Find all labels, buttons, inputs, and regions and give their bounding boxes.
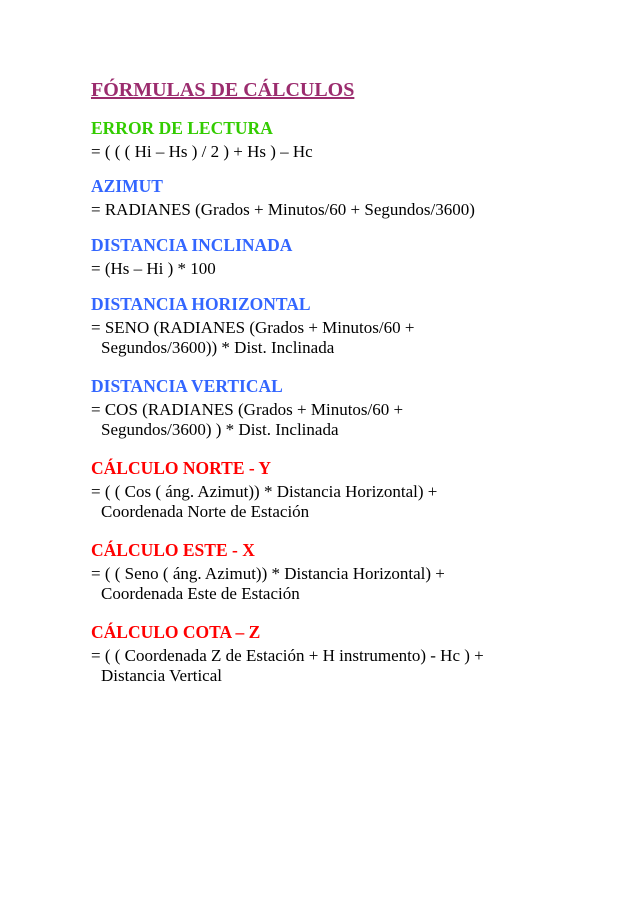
section-heading: AZIMUT [91,176,163,196]
formula-line-continuation: Segundos/3600)) * Dist. Inclinada [101,338,335,357]
section-formula [91,142,621,162]
section-formula [91,646,621,686]
formula-line: = RADIANES (Grados + Minutos/60 + Segundos/3600) [91,200,475,219]
document-title: FÓRMULAS DE CÁLCULOS [91,79,355,101]
section-heading: ERROR DE LECTURA [91,118,273,138]
formula-line: = SENO (RADIANES (Grados + Minutos/60 + [91,318,415,337]
formula-line: = COS (RADIANES (Grados + Minutos/60 + [91,400,404,419]
section-heading: CÁLCULO COTA – Z [91,622,261,642]
section-distancia-horizontal [91,294,621,358]
formula-line: = ( ( Cos ( áng. Azimut)) * Distancia Horizontal) + [91,482,438,501]
formula-line-continuation: Distancia Vertical [101,666,223,685]
section-azimut [91,176,621,220]
section-distancia-vertical [91,376,621,440]
formula-line: = ( ( Seno ( áng. Azimut)) * Distancia Horizontal) + [91,564,445,583]
formula-line: = ( ( Coordenada Z de Estación + H instrumento) - Hc ) + [91,646,484,665]
section-error-de-lectura [91,118,621,162]
section-calculo-norte [91,458,621,522]
formula-line: = ( ( ( Hi – Hs ) / 2 ) + Hs ) – Hc [91,142,313,161]
section-heading: DISTANCIA VERTICAL [91,376,283,396]
section-calculo-este [91,540,621,604]
section-formula [91,259,621,279]
formula-line-continuation: Segundos/3600) ) * Dist. Inclinada [101,420,339,439]
section-calculo-cota [91,622,621,686]
formula-line-continuation: Coordenada Norte de Estación [101,502,310,521]
section-formula [91,400,621,440]
section-formula [91,318,621,358]
section-heading: DISTANCIA HORIZONTAL [91,294,311,314]
section-heading: CÁLCULO ESTE - X [91,540,255,560]
section-formula [91,200,621,220]
formula-line-continuation: Coordenada Este de Estación [101,584,300,603]
section-heading: DISTANCIA INCLINADA [91,235,293,255]
section-heading: CÁLCULO NORTE - Y [91,458,272,478]
section-formula [91,482,621,522]
section-formula [91,564,621,604]
formula-line: = (Hs – Hi ) * 100 [91,259,216,278]
section-distancia-inclinada [91,235,621,279]
